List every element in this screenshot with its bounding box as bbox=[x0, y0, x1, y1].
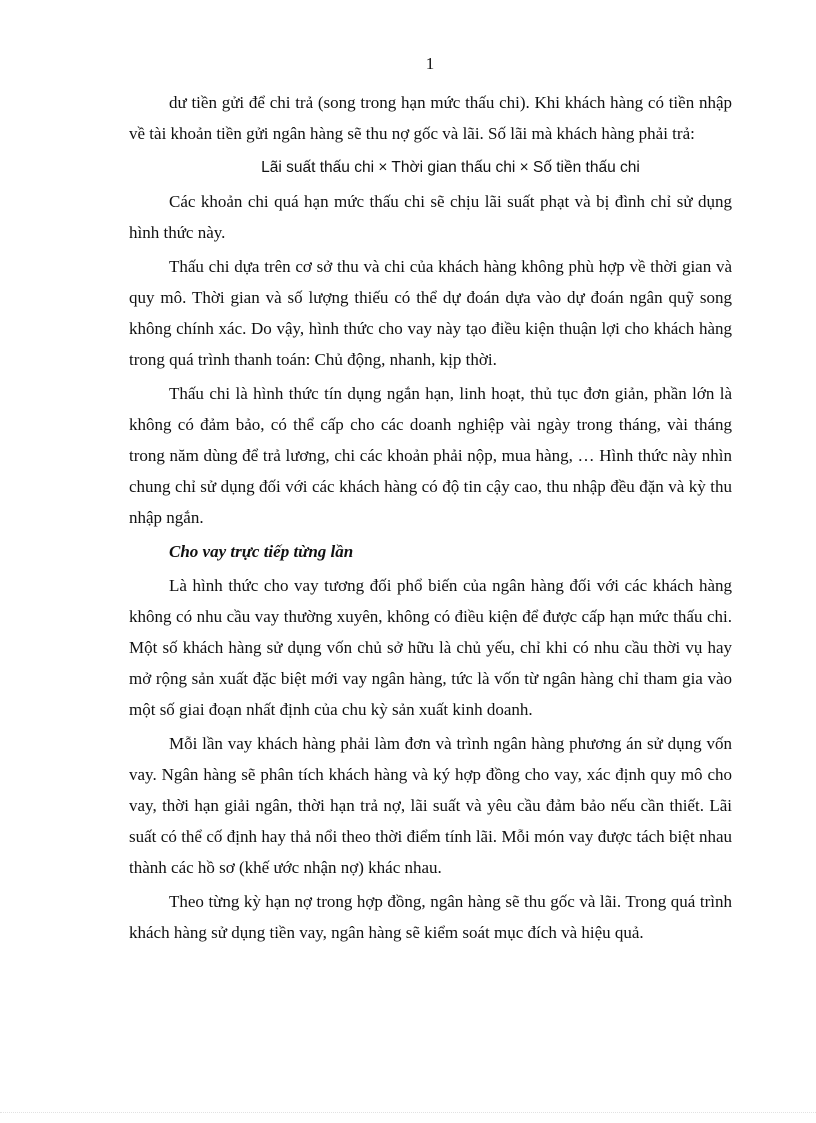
paragraph-direct-loan-repayment: Theo từng kỳ hạn nợ trong hợp đồng, ngân hàng sẽ thu gốc và lãi. Trong quá trình khách hàng sử dụng tiền vay, ngân hàng sẽ kiểm soát mục đích và hiệu quả. bbox=[129, 892, 732, 942]
page-bottom-divider bbox=[0, 1112, 816, 1113]
paragraph-direct-loan-procedure: Mỗi lần vay khách hàng phải làm đơn và trình ngân hàng phương án sử dụng vốn vay. Ngân hàng sẽ phân tích khách hàng và ký hợp đồng cho vay, xác định quy mô cho vay, thời hạn giải ngân, thời hạn trả nợ, lãi suất và yêu cầu đảm bảo nếu cần thiết. Lãi suất có thể cố định hay thả nổi theo thời điểm tính lãi. Mỗi món vay được tách biệt nhau thành các hồ sơ (khế ước nhận nợ) khác nhau. bbox=[129, 734, 732, 877]
section-heading: Cho vay trực tiếp từng lần bbox=[169, 542, 354, 561]
interest-formula: Lãi suất thấu chi × Thời gian thấu chi × Số tiền thấu chi bbox=[261, 159, 640, 176]
paragraph-direct-loan-definition: Là hình thức cho vay tương đối phổ biến của ngân hàng đối với các khách hàng không có nhu cầu vay thường xuyên, không có điều kiện để được cấp hạn mức thấu chi. Một số khách hàng sử dụng vốn chủ sở hữu là chủ yếu, chỉ khi có nhu cầu thời vụ hay mở rộng sản xuất đặc biệt mới vay ngân hàng, tức là vốn từ ngân hàng chỉ tham gia vào một số giai đoạn nhất định của chu kỳ sản xuất kinh doanh. bbox=[129, 576, 732, 719]
paragraph-overdraft-characteristics: Thấu chi là hình thức tín dụng ngắn hạn, linh hoạt, thủ tục đơn giản, phần lớn là không có đảm bảo, có thể cấp cho các doanh nghiệp vài ngày trong tháng, vài tháng trong năm dùng để trả lương, chi các khoản phải nộp, mua hàng, … Hình thức này nhìn chung chỉ sử dụng đối với các khách hàng có độ tin cậy cao, thu nhập đều đặn và kỳ thu nhập ngắn. bbox=[129, 384, 732, 527]
paragraph-continuation: dư tiền gửi để chi trả (song trong hạn mức thấu chi). Khi khách hàng có tiền nhập về tài khoản tiền gửi ngân hàng sẽ thu nợ gốc và lãi. Số lãi mà khách hàng phải trả: bbox=[129, 93, 732, 143]
paragraph-overdraft-basis: Thấu chi dựa trên cơ sở thu và chi của khách hàng không phù hợp về thời gian và quy mô. Thời gian và số lượng thiếu có thể dự đoán dựa vào dự đoán ngân quỹ song không chính xác. Do vậy, hình thức cho vay này tạo điều kiện thuận lợi cho khách hàng trong quá trình thanh toán: Chủ động, nhanh, kịp thời. bbox=[129, 257, 732, 369]
page-number: 1 bbox=[425, 54, 435, 73]
body-text bbox=[129, 87, 732, 951]
paragraph-overdraft-penalty: Các khoản chi quá hạn mức thấu chi sẽ chịu lãi suất phạt và bị đình chỉ sử dụng hình thức này. bbox=[129, 192, 732, 242]
